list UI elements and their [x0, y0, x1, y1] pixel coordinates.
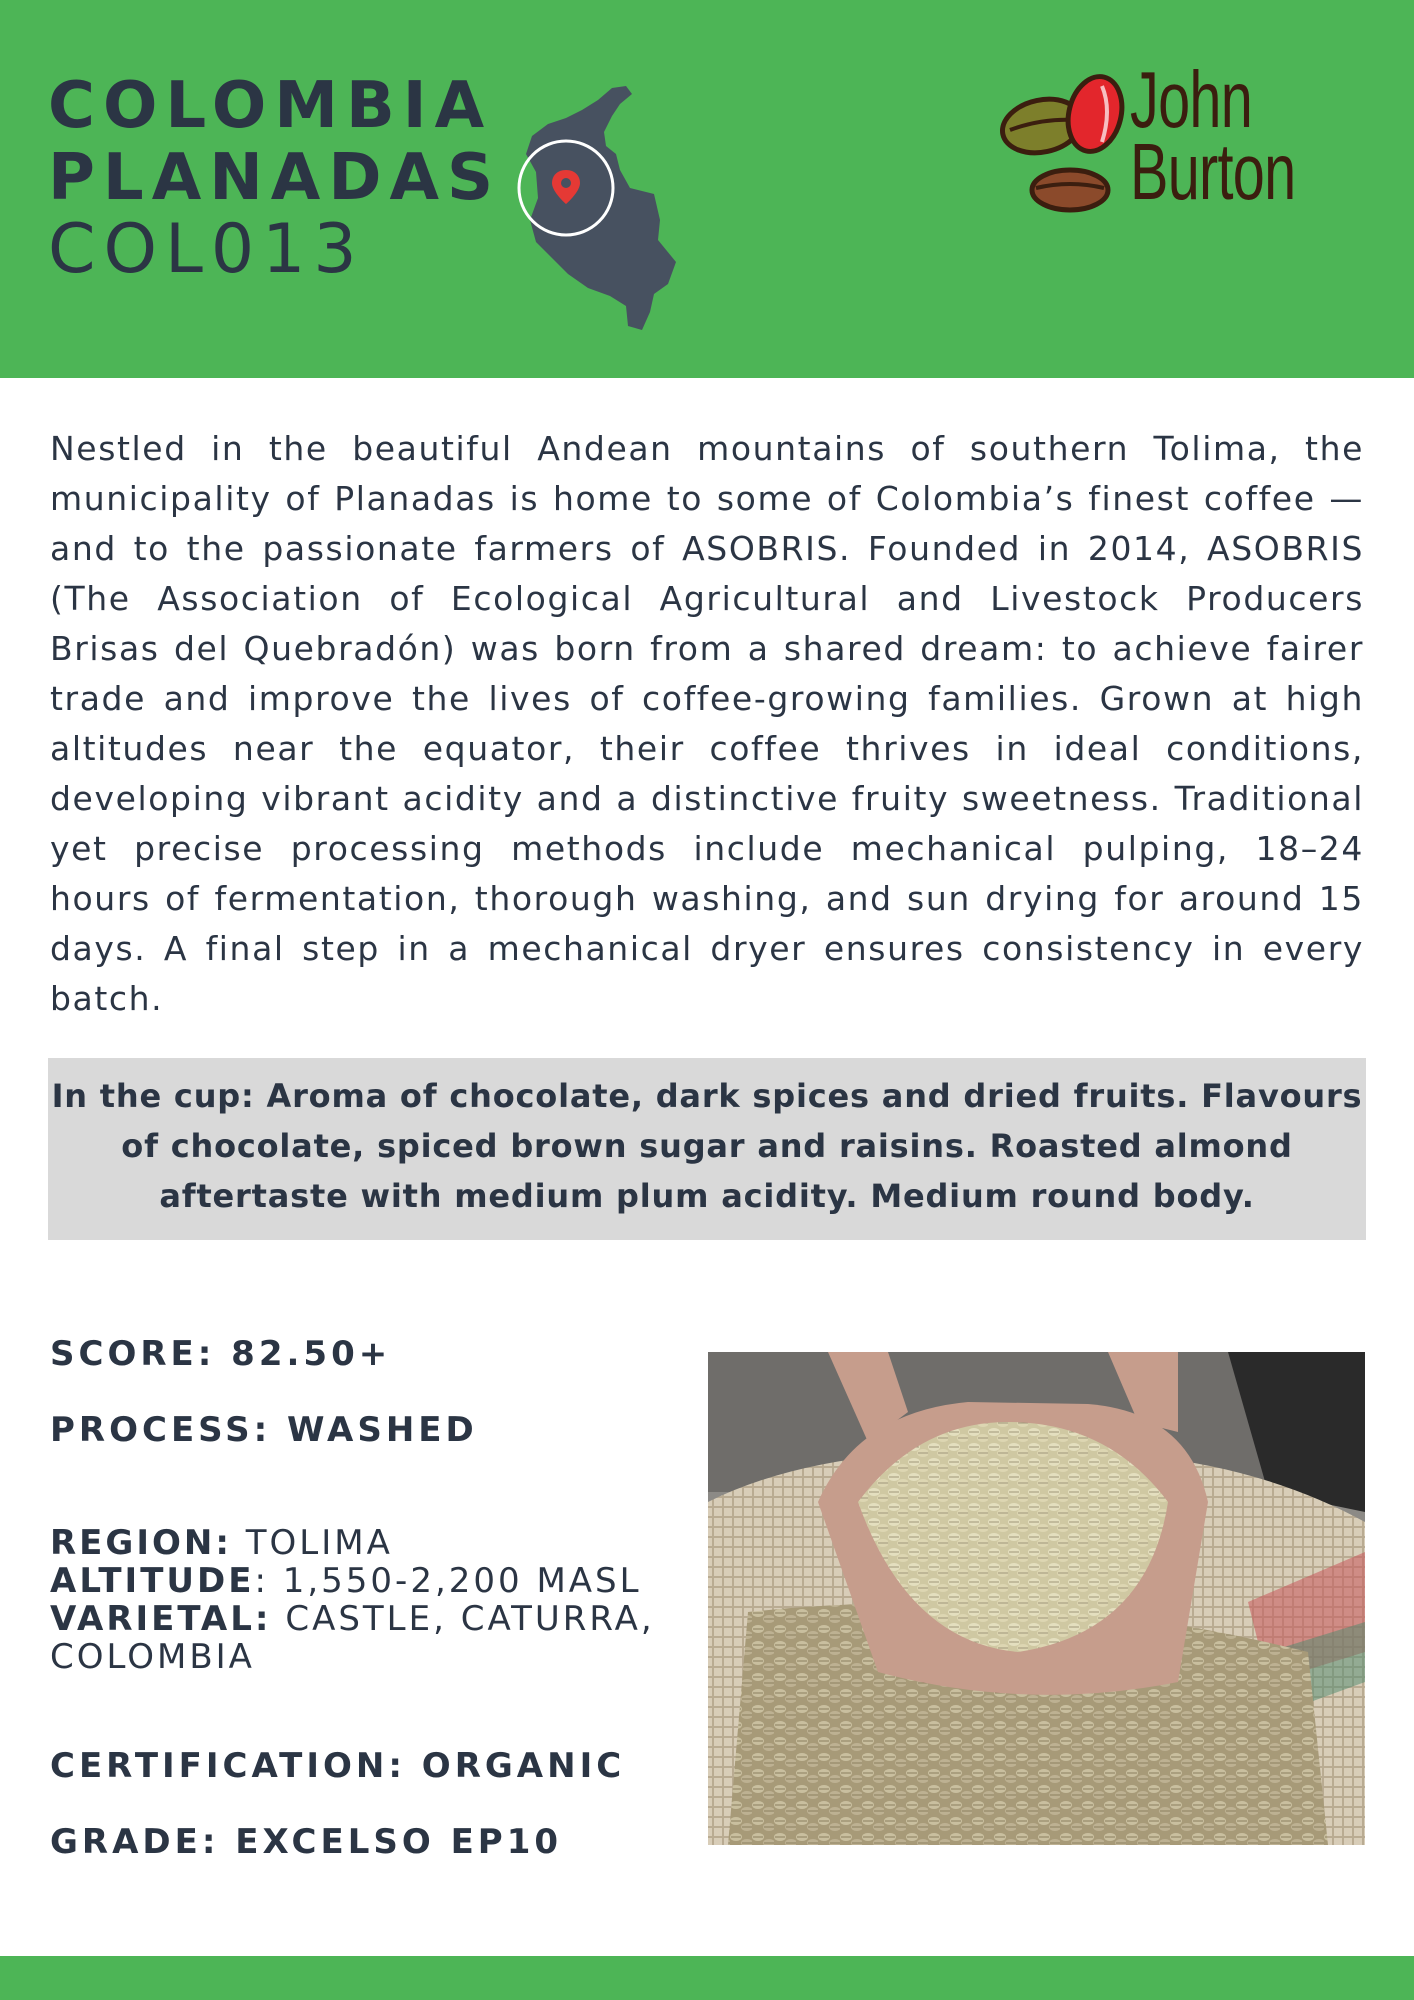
description-paragraph: Nestled in the beautiful Andean mountains of southern Tolima, the municipality of Planadas is home to some of Colombia’s finest coffee —and to the passionate farmers of ASOBRIS. Founded in 2014, ASOBRIS (The Association of Ecological Agricultural and Livestock Producers Brisas del Quebradón) was born from a shared dream: to achieve fairer trade and improve the lives of coffee-growing families. Grown at high altitudes near the equator, their coffee thrives in ideal conditions, developing vibrant acidity and a distinctive fruity sweetness. Traditional yet precise processing methods include mechanical pulping, 18–24 hours of fermentation, thorough washing, and sun drying for around 15 days. A final step in a mechanical dryer ensures consistency in every batch. — [50, 429, 1364, 1018]
altitude-value: : 1,550-2,200 MASL — [254, 1561, 642, 1601]
varietal-label: VARIETAL: — [50, 1599, 272, 1639]
brand-name — [1130, 55, 1296, 216]
score-line: SCORE: 82.50+ — [50, 1334, 392, 1374]
product-code: COL013 — [48, 210, 365, 289]
region-row — [50, 1524, 670, 1562]
origin-details — [50, 1524, 670, 1676]
product-title — [48, 69, 502, 289]
brand-line-1: John — [1130, 55, 1253, 144]
varietal-value: CASTLE, CATURRA, COLOMBIA — [50, 1599, 655, 1677]
varietal-row — [50, 1600, 670, 1676]
brand-line-2: Burton — [1130, 127, 1296, 216]
title-country: COLOMBIA — [48, 69, 493, 143]
process-line: PROCESS: WASHED — [50, 1410, 478, 1450]
footer-band — [0, 1956, 1414, 2000]
region-value: TOLIMA — [231, 1523, 393, 1563]
cup-notes-text: In the cup: Aroma of chocolate, dark spices and dried fruits. Flavours of chocolate, spiced brown sugar and raisins. Roasted almond aftertaste with medium plum acidity. Medium round body. — [51, 1077, 1363, 1215]
altitude-label: ALTITUDE — [50, 1561, 255, 1601]
altitude-row — [50, 1562, 670, 1600]
region-label: REGION: — [50, 1523, 232, 1563]
title-region: PLANADAS — [48, 141, 502, 215]
header-band — [0, 0, 1414, 378]
colombia-map-icon — [508, 80, 708, 340]
coffee-beans-in-hands-photo — [708, 1352, 1365, 1845]
certification-line: CERTIFICATION: ORGANIC — [50, 1746, 626, 1786]
grade-line: GRADE: EXCELSO EP10 — [50, 1822, 563, 1862]
